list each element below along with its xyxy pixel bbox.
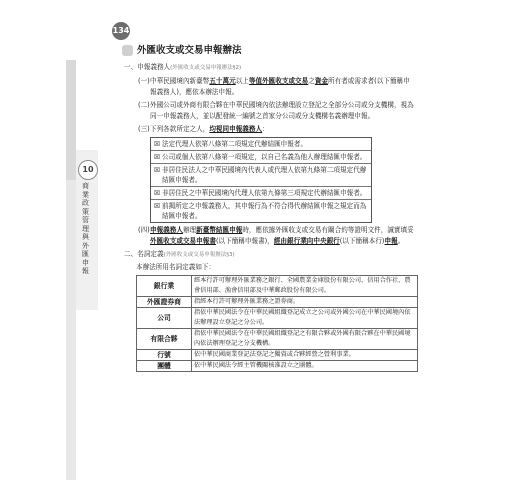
checkbox-icon: ☒ — [154, 202, 160, 210]
table-row: 有限合夥 指依中華民國法令在中華民國組織登記之有限合夥或外國有限合夥在中華民國境內依法辦理登記之分支機構。 — [137, 329, 418, 350]
checkbox-icon: ☒ — [154, 189, 160, 197]
list-item: ☒ 非居住民法人之中華民國境內代表人或代理人依第九條第二項規定代辦結匯申報者。 — [151, 164, 371, 187]
list-item: ☒ 法定代理人依第八條第二項規定代辦結匯申報者。 — [151, 138, 371, 151]
checkbox-icon: ☒ — [154, 140, 160, 148]
page-number: 134 — [112, 22, 130, 40]
deemed-reporter-list — [150, 137, 372, 223]
checkbox-icon: ☒ — [154, 153, 160, 161]
table-row: 外匯證券商 指經本行許可辦理外匯業務之證券商。 — [137, 297, 418, 308]
heading-reporter: 一、申報義務人(外匯收支或交易申報辦法§2) — [124, 63, 242, 71]
table-row: 團體 依中華民國法令經主管機關核准設立之團體。 — [137, 361, 418, 372]
definitions-table — [136, 275, 418, 372]
list-item: ☒ 前揭所定之申報義務人，其申報行為不符合得代辦結匯申報之規定而為結匯申報者。 — [154, 202, 367, 220]
list-item: ☒ 非居住民之中華民國境內代理人依第九條第三項規定代辦結匯申報者。 — [151, 187, 371, 200]
table-row: 行號 依中華民國商業登記法登記之獨資或合夥經營之營利事業。 — [137, 350, 418, 361]
table-row: 銀行業 經本行許可辦理外匯業務之銀行、全國農業金庫股份有限公司、信用合作社、農會信用部、漁會信用部及中華郵政股份有限公司。 — [137, 276, 418, 297]
chapter-title: 商業政策管理與外匯申報 — [82, 182, 89, 275]
section-title: 外匯收支或交易申報辦法 — [122, 45, 414, 56]
paragraph-3: (三) 下列各款所定之人，均視同申報義務人： — [138, 125, 269, 133]
chapter-number: 10 — [78, 160, 98, 180]
page-content — [124, 45, 414, 372]
paragraph-4: (四) 申報義務人辦理新臺幣結匯申報時，應依據外匯收支或交易有關合約等證明文件，誠實填妥外匯收支或交易申報書(以下簡稱申報書)，經由銀行業向中央銀行(以下簡稱本行)申報。 — [138, 226, 414, 245]
section-marker-icon — [122, 45, 133, 56]
side-decoration-bar — [66, 60, 76, 180]
list-item: ☒ 公司或個人依第八條第一項規定，以自己名義為他人辦理結匯申報者。 — [151, 151, 371, 164]
paragraph-1: (一) 中華民國境內新臺幣五十萬元以上等值外匯收支或交易之資金所有者或需求者(以下簡稱申報義務人)，應依本辦法申報。 — [138, 77, 410, 96]
side-decoration-bar-lower — [66, 180, 76, 480]
checkbox-icon: ☒ — [154, 166, 160, 174]
definitions-intro: 本辦法所用名詞定義如下： — [136, 263, 216, 271]
heading-definitions: 二、名詞定義(外匯收支或交易申報辦法§3) — [124, 250, 235, 258]
table-row: 公司 指依中華民國法令在中華民國組織登記成立之公司或外國公司在中華民國境內依法辦理設立登記之分公司。 — [137, 308, 418, 329]
paragraph-2: (二) 外國公司或外商有限合夥在中華民國境內依法辦理設立登記之全部分公司或分支機構，視為同一申報義務人，並以配發統一編號之首家分公司或分支機構名義辦理申報。 — [138, 101, 414, 120]
